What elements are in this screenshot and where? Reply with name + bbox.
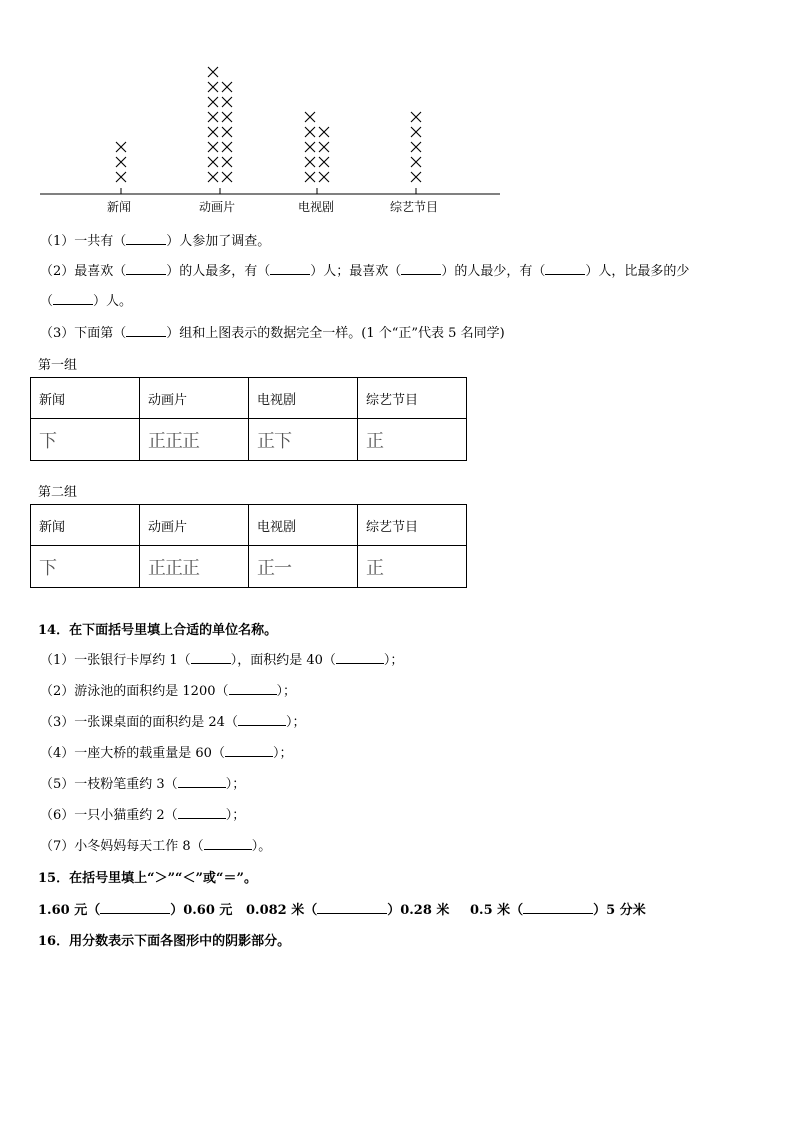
cross-mark-tvdrama [319,172,329,182]
answer-blank[interactable] [53,292,93,305]
answer-blank[interactable] [545,262,585,275]
group1-tally-variety: 正 [358,419,467,461]
group2-header-tvdrama: 电视剧 [249,505,358,546]
line-plot [0,0,794,230]
group1-tally-tvdrama: 正下 [249,419,358,461]
cross-mark-cartoon [208,157,218,167]
group2-label: 第二组 [38,485,78,500]
cross-mark-tvdrama [319,127,329,137]
cross-mark-cartoon [222,82,232,92]
cross-mark-cartoon [208,127,218,137]
answer-blank[interactable] [126,324,166,337]
category-label-news: 新闻 [107,200,132,214]
answer-blank[interactable] [225,744,273,757]
cross-mark-variety [411,172,421,182]
group2-tally-cartoon: 正正正 [140,546,249,588]
cross-mark-cartoon [222,97,232,107]
cross-mark-cartoon [208,142,218,152]
group2-header-news: 新闻 [31,505,140,546]
q16-title: 16．用分数表示下面各图形中的阴影部分。 [38,934,291,949]
group1-header-news: 新闻 [31,378,140,419]
cross-mark-cartoon [208,172,218,182]
cross-mark-cartoon [208,112,218,122]
cross-mark-tvdrama [305,112,315,122]
group2-tally-variety: 正 [358,546,467,588]
group1-tally-cartoon: 正正正 [140,419,249,461]
cross-mark-variety [411,127,421,137]
cross-mark-tvdrama [305,172,315,182]
group1-label: 第一组 [38,358,78,373]
q14-item-7: （7）小冬妈妈每天工作 8（ ）。 [40,839,272,854]
cross-mark-cartoon [222,112,232,122]
group1-header-variety: 综艺节目 [358,378,467,419]
q15-title: 15．在括号里填上“＞”“＜”或“＝”。 [38,871,257,886]
q13-part2-line2: （ ）人。 [40,294,133,309]
cross-mark-tvdrama [305,127,315,137]
q14-title: 14．在下面括号里填上合适的单位名称。 [38,623,278,638]
answer-blank[interactable] [229,682,277,695]
answer-blank[interactable] [191,651,231,664]
group2-header-cartoon: 动画片 [140,505,249,546]
q14-item-3: （3）一张课桌面的面积约是 24（ ）； [40,715,306,730]
q14-item-4: （4）一座大桥的载重量是 60（ ）； [40,746,293,761]
answer-blank[interactable] [178,775,226,788]
q15-compare-3: 0.5 米（ ）5 分米 [470,903,646,918]
answer-blank[interactable] [523,901,593,914]
answer-blank[interactable] [100,901,170,914]
cross-mark-variety [411,142,421,152]
answer-blank[interactable] [178,806,226,819]
cross-mark-news [116,157,126,167]
cross-mark-tvdrama [319,142,329,152]
q13-part2-line1: （2）最喜欢（ ）的人最多，有（ ）人；最喜欢（ ）的人最少，有（ ）人，比最多的少 [40,264,690,279]
cross-mark-cartoon [222,157,232,167]
category-label-tvdrama: 电视剧 [298,200,335,214]
q13-part1: （1）一共有（ ）人参加了调查。 [40,234,271,249]
cross-mark-variety [411,112,421,122]
q14-item-1: （1）一张银行卡厚约 1（ ），面积约是 40（ ）； [40,653,404,668]
category-label-variety: 综艺节目 [390,200,439,214]
q14-item-2: （2）游泳池的面积约是 1200（ ）； [40,684,297,699]
q15-compare-1: 1.60 元（ ）0.60 元 [38,903,233,918]
cross-mark-cartoon [208,82,218,92]
cross-mark-news [116,172,126,182]
answer-blank[interactable] [317,901,387,914]
answer-blank[interactable] [126,262,166,275]
cross-mark-cartoon [222,127,232,137]
answer-blank[interactable] [238,713,286,726]
answer-blank[interactable] [270,262,310,275]
q14-item-6: （6）一只小猫重约 2（ ）； [40,808,246,823]
group1-header-tvdrama: 电视剧 [249,378,358,419]
cross-mark-cartoon [222,172,232,182]
group2-tally-news: 下 [31,546,140,588]
answer-blank[interactable] [204,837,252,850]
group1-tally-news: 下 [31,419,140,461]
answer-blank[interactable] [401,262,441,275]
category-label-cartoon: 动画片 [199,200,236,214]
cross-mark-cartoon [208,97,218,107]
group2-tally-tvdrama: 正一 [249,546,358,588]
q13-part3: （3）下面第（ ）组和上图表示的数据完全一样。(1 个“正”代表 5 名同学) [40,326,505,341]
answer-blank[interactable] [126,232,166,245]
group2-header-variety: 综艺节目 [358,505,467,546]
q14-item-5: （5）一枝粉笔重约 3（ ）； [40,777,246,792]
group1-table [30,377,467,461]
group2-table [30,504,467,588]
answer-blank[interactable] [336,651,384,664]
group1-header-cartoon: 动画片 [140,378,249,419]
cross-mark-cartoon [222,142,232,152]
q15-compare-2: 0.082 米（ ）0.28 米 [246,903,450,918]
cross-mark-tvdrama [319,157,329,167]
cross-mark-variety [411,157,421,167]
cross-mark-cartoon [208,67,218,77]
cross-mark-tvdrama [305,142,315,152]
cross-mark-news [116,142,126,152]
cross-mark-tvdrama [305,157,315,167]
